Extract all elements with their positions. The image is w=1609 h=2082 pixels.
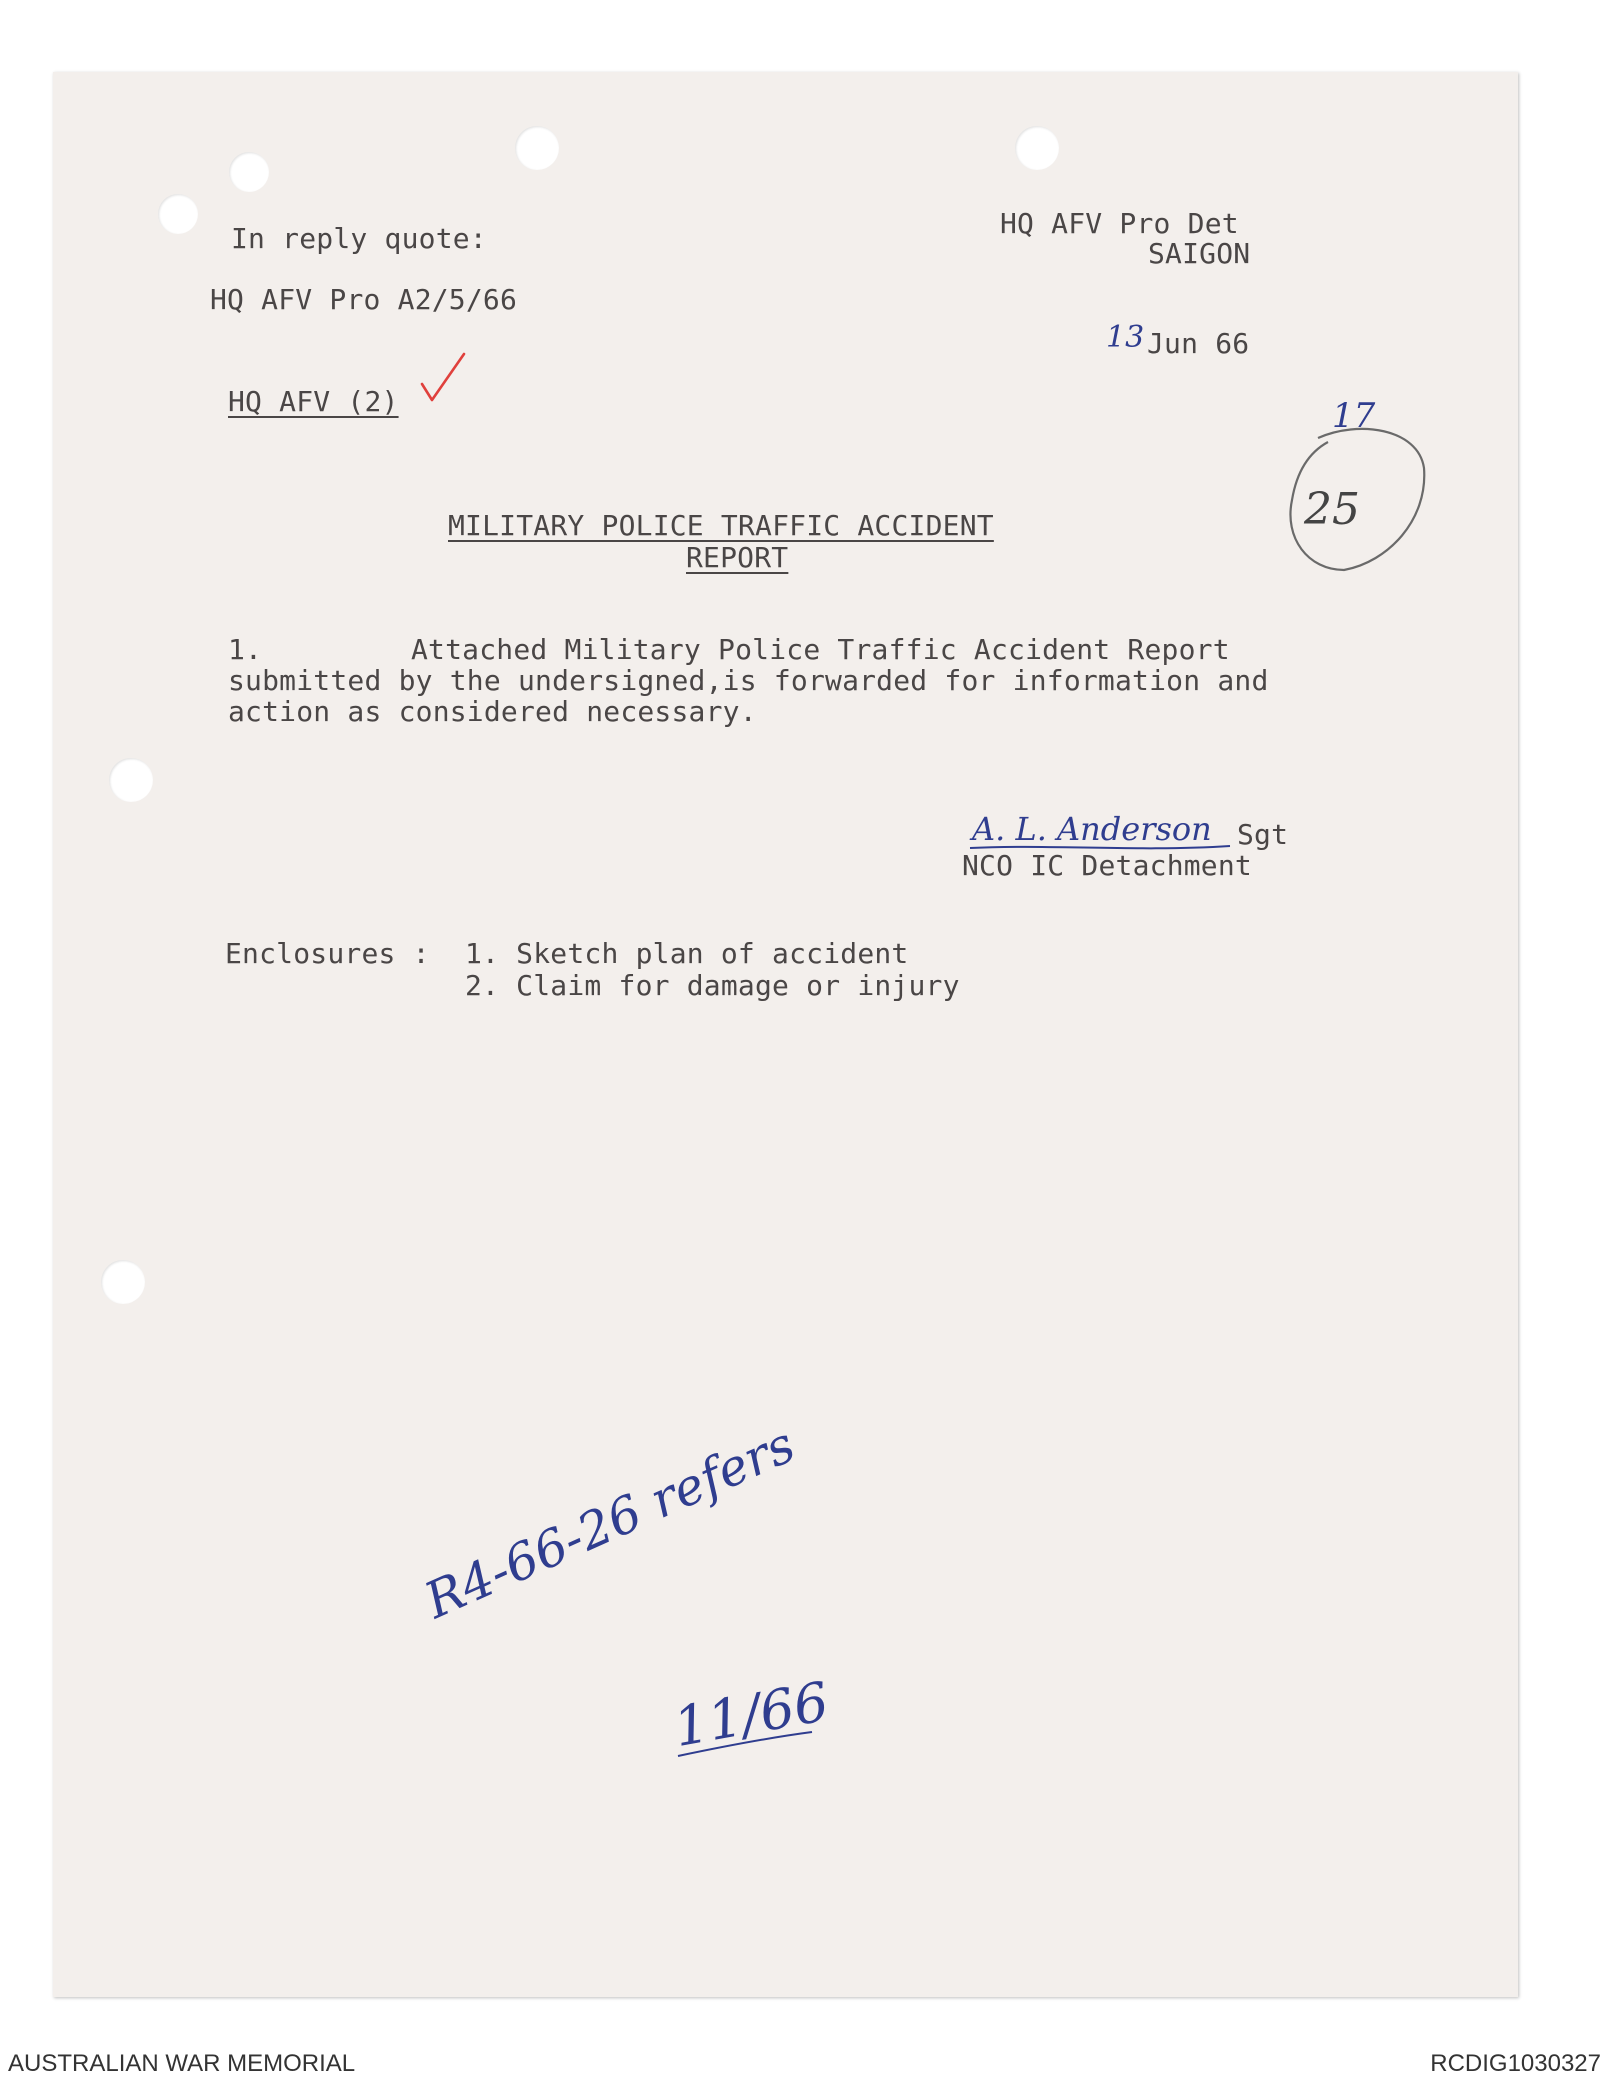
file-number-underline xyxy=(676,1730,816,1760)
punch-hole xyxy=(109,758,153,802)
handwritten-file-number: 11/66 xyxy=(669,1669,834,1759)
unit-name: HQ AFV Pro Det xyxy=(1000,207,1239,240)
enclosure-item: 2. Claim for damage or injury xyxy=(465,969,960,1002)
punch-hole xyxy=(158,194,198,234)
date-day-handwritten: 13 xyxy=(1106,320,1145,355)
punch-hole xyxy=(1015,126,1059,170)
punch-hole xyxy=(515,126,559,170)
handwritten-signature: A. L. Anderson xyxy=(972,810,1212,848)
signatory-appointment: NCO IC Detachment xyxy=(962,849,1252,882)
body-line-3: action as considered necessary. xyxy=(228,695,757,728)
enclosures-label: Enclosures : xyxy=(225,937,430,970)
handwritten-reference-note: R4-66-26 refers xyxy=(416,1415,804,1630)
paragraph-number: 1. xyxy=(228,633,263,666)
enclosure-item: 1. Sketch plan of accident xyxy=(465,937,909,970)
report-title-line1: MILITARY POLICE TRAFFIC ACCIDENT xyxy=(448,509,994,542)
red-check-mark xyxy=(420,350,480,410)
reference-number: HQ AFV Pro A2/5/66 xyxy=(210,283,518,316)
date-typed: Jun 66 xyxy=(1147,327,1250,360)
punch-hole xyxy=(229,152,269,192)
report-title-line2: REPORT xyxy=(686,541,789,574)
body-line-2: submitted by the undersigned,is forwarded for information and xyxy=(228,664,1269,697)
folio-circled-number: 25 xyxy=(1304,484,1360,535)
folio-number: 17 xyxy=(1332,396,1376,436)
body-line-1: Attached Military Police Traffic Accident Report xyxy=(411,633,1230,666)
footer-institution: AUSTRALIAN WAR MEMORIAL xyxy=(8,2050,356,2077)
unit-location: SAIGON xyxy=(1148,237,1251,270)
reply-quote-label: In reply quote: xyxy=(231,222,487,255)
punch-hole xyxy=(101,1260,145,1304)
footer-record-id: RCDIG1030327 xyxy=(1430,2050,1601,2077)
signatory-rank: Sgt xyxy=(1237,818,1289,851)
addressee: HQ AFV (2) xyxy=(228,385,399,418)
